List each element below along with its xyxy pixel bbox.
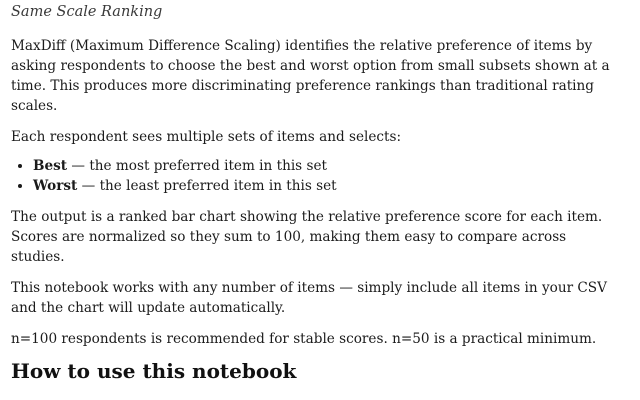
section-heading: How to use this notebook xyxy=(11,359,297,383)
intro-paragraph: MaxDiff (Maximum Difference Scaling) identifies the relative preference of items by asking respondents to choose the best and worst option from small subsets shown at a time. This produces more discriminating preference rankings than traditional rating scales. xyxy=(11,38,610,114)
document-body xyxy=(11,0,611,384)
notebook-paragraph: This notebook works with any number of items — simply include all items in your CSV and the chart will update automatically. xyxy=(11,280,607,316)
list-item-worst xyxy=(33,176,611,196)
choice-term: Worst xyxy=(33,178,78,194)
subtitle: Same Scale Ranking xyxy=(11,4,163,20)
list-item-best xyxy=(33,156,611,176)
output-paragraph: The output is a ranked bar chart showing the relative preference score for each item. Scores are normalized so they sum to 100, making them easy to compare across studies. xyxy=(11,209,603,265)
recommendation-paragraph: n=100 respondents is recommended for stable scores. n=50 is a practical minimum. xyxy=(11,331,597,347)
sets-intro-paragraph: Each respondent sees multiple sets of items and selects: xyxy=(11,129,402,145)
choice-description: — the most preferred item in this set xyxy=(67,158,327,174)
choice-description: — the least preferred item in this set xyxy=(77,178,337,194)
choice-list xyxy=(11,156,611,196)
choice-term: Best xyxy=(33,158,68,174)
